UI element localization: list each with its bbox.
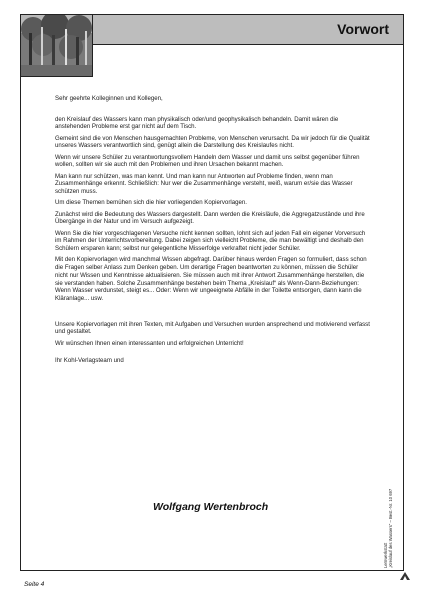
page-frame xyxy=(20,14,404,571)
imprint-line-1: Lernwerkstatt xyxy=(383,542,388,568)
paragraph: Man kann nur schützen, was man kennt. Und man kann nur Antworten auf Probleme finden, wenn man Zusammenhänge erkennt. Schließlich: Nur wer die Zusammenhänge versteht, weiß, warum er/sie das Wasser schützen muss. xyxy=(55,172,353,196)
paragraph: Wenn Sie die hier vorgeschlagenen Versuche nicht kennen sollten, lohnt sich auf jeden Fall ein eigener Vorversuch im Rahmen der Unterrichtsvorbereitung. Dabei zeigen sich vielleicht Probleme, die man bewältigt und deshalb den Schülern ersparen kann; selbst nur gelegentliche Misserfolge verkraftet nicht jeder Schüler. xyxy=(55,229,366,253)
paragraph: Gemeint sind die von Menschen hausgemachten Probleme, von Menschen verursacht. Da wir jedoch für die Qualität unseres Wassers verantwortlich sind, genügt allein die Darstellung des Kreislaufes nicht. xyxy=(55,134,370,150)
author-signature: Wolfgang Wertenbroch xyxy=(153,501,269,513)
closing-paragraph: Unsere Kopiervorlagen mit ihren Texten, mit Aufgaben und Versuchen wurden ansprechend und motivierend verfasst und gestaltet. xyxy=(55,320,370,336)
imprint-text xyxy=(383,468,413,568)
closing-wish: Wir wünschen Ihnen einen interessanten und erfolgreichen Unterricht! xyxy=(55,339,244,347)
page-title: Vorwort xyxy=(337,21,389,37)
signoff: Ihr Kohl-Verlagsteam und xyxy=(55,357,124,365)
publisher-logo-icon xyxy=(400,572,410,580)
forest-photo xyxy=(21,15,93,77)
sidebar-imprint xyxy=(383,468,413,580)
salutation: Sehr geehrte Kolleginnen und Kollegen, xyxy=(55,95,163,102)
title-bar xyxy=(93,15,403,45)
imprint-line-2: „Kreislauf des Wassers“ – Best.-Nr. 10 697 xyxy=(388,488,393,568)
letter-body xyxy=(55,95,371,379)
paragraph: den Kreislauf des Wassers kann man physikalisch oder/und geophysikalisch behandeln. Damit wären die anstehenden Probleme erst gar nicht auf dem Tisch. xyxy=(55,115,339,131)
forest-photo-image xyxy=(21,15,93,77)
paragraph: Mit den Kopiervorlagen wird manchmal Wissen abgefragt. Darüber hinaus werden Fragen so formuliert, dass schon die Fragen selber Anlass zum Denken geben. Um derartige Fragen beantworten zu können, müssen die Schüler nicht nur Wissen und Kenntnisse aktualisieren. Sie müssen auch mit ihrer Antwort Zusammenhänge herstellen, die sie verstanden haben. Solche Zusammenhänge bestehen beim Thema „Kreislauf“ als Wenn-Dann-Beziehungen: Wenn Wasser verdunstet, steigt es... Oder: Wenn wir ungeeignete Abfälle in der Toilette entsorgen, dann kann die Kläranlage... usw. xyxy=(55,256,367,302)
paragraph: Zunächst wird die Bedeutung des Wassers dargestellt. Dann werden die Kreisläufe, die Aggregatzustände und ihre Übergänge in der Natur und im Versuch aufgezeigt. xyxy=(55,210,365,226)
page-number: Seite 4 xyxy=(24,581,45,588)
paragraph: Um diese Themen bemühen sich die hier vorliegenden Kopiervorlagen. xyxy=(55,199,247,207)
paragraph: Wenn wir unsere Schüler zu verantwortungsvollem Handeln dem Wasser und damit uns selbst gegenüber führen wollen, sollten wir sie auch mit den Problemen und ihren Ursachen bekannt machen. xyxy=(55,153,360,169)
